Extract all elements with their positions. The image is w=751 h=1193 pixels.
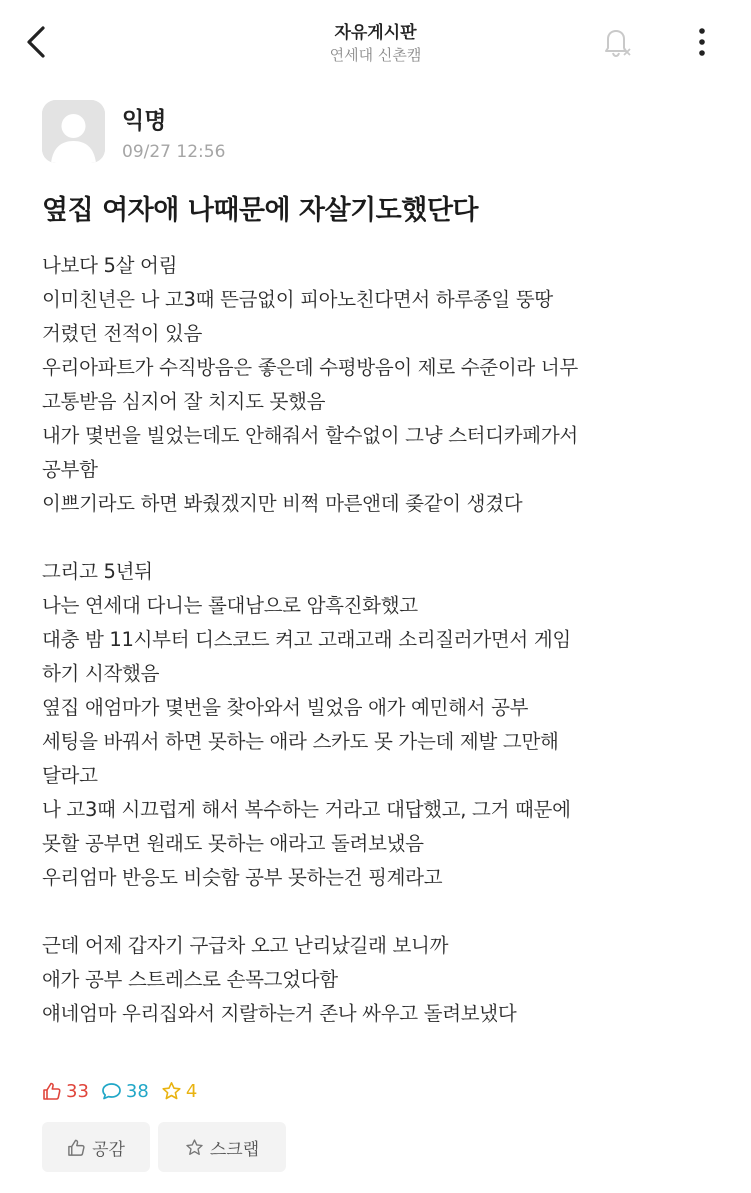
post-actions bbox=[42, 1122, 294, 1172]
post-line: 나는 연세대 다니는 롤대남으로 암흑진화했고 bbox=[42, 594, 418, 617]
scrap-button[interactable] bbox=[158, 1122, 286, 1172]
post-line: 근데 어제 갑자기 구급차 오고 난리났길래 보니까 bbox=[42, 934, 449, 957]
post-timestamp: 09/27 12:56 bbox=[122, 142, 226, 162]
post-line: 대충 밤 11시부터 디스코드 켜고 고래고래 소리질러가면서 게임 bbox=[42, 628, 571, 651]
notification-off-button[interactable] bbox=[596, 22, 636, 62]
post-title: 옆집 여자애 나때문에 자살기도했단다 bbox=[42, 195, 479, 226]
thumbs-up-icon bbox=[42, 1081, 62, 1101]
thumbs-up-icon bbox=[67, 1138, 86, 1157]
post-line: 그리고 5년뒤 bbox=[42, 560, 153, 583]
post-line: 우리엄마 반응도 비슷함 공부 못하는건 핑계라고 bbox=[42, 866, 443, 889]
post-line: 못할 공부면 원래도 못하는 애라고 돌려보냈음 bbox=[42, 832, 424, 855]
post-body bbox=[42, 249, 732, 1031]
post-line: 공부함 bbox=[42, 458, 98, 481]
post-line: 내가 몇번을 빌었는데도 안해줘서 할수없이 그냥 스터디카페가서 bbox=[42, 424, 578, 447]
post-line: 우리아파트가 수직방음은 좋은데 수평방음이 제로 수준이라 너무 bbox=[42, 356, 578, 379]
post-line: 세팅을 바꿔서 하면 못하는 애라 스카도 못 가는데 제발 그만해 bbox=[42, 730, 559, 753]
author-name: 익명 bbox=[122, 108, 167, 134]
default-profile-icon bbox=[42, 100, 105, 163]
post-line: 고통받음 심지어 잘 치지도 못했음 bbox=[42, 390, 326, 413]
bell-off-icon bbox=[598, 24, 634, 60]
post-line: 나 고3때 시끄럽게 해서 복수하는 거라고 대답했고, 그거 때문에 bbox=[42, 798, 571, 821]
post-line: 얘네엄마 우리집와서 지랄하는거 존나 싸우고 돌려보냈다 bbox=[42, 1002, 517, 1025]
scrap-count-value: 4 bbox=[185, 1080, 198, 1102]
post-line: 거렸던 전적이 있음 bbox=[42, 322, 203, 345]
board-title: 자유게시판 bbox=[334, 23, 417, 43]
post-line: 달라고 bbox=[42, 764, 98, 787]
post-line: 나보다 5살 어림 bbox=[42, 254, 178, 277]
post-line: 하기 시작했음 bbox=[42, 662, 160, 685]
post-stats bbox=[42, 1076, 209, 1106]
star-icon bbox=[185, 1138, 204, 1157]
paragraph-gap bbox=[42, 895, 732, 929]
author-info bbox=[42, 100, 702, 164]
post-line: 옆집 애엄마가 몇번을 찾아와서 빌었음 애가 예민해서 공부 bbox=[42, 696, 529, 719]
like-button[interactable] bbox=[42, 1122, 150, 1172]
more-options-button[interactable] bbox=[684, 22, 720, 62]
comment-count-value: 38 bbox=[125, 1080, 149, 1102]
comment-count bbox=[101, 1081, 149, 1102]
scrap-count bbox=[161, 1081, 197, 1102]
post-line: 이쁘기라도 하면 봐줬겠지만 비쩍 마른앤데 좆같이 생겼다 bbox=[42, 492, 523, 515]
top-bar bbox=[0, 0, 751, 82]
scrap-button-label: 스크랩 bbox=[209, 1139, 260, 1160]
comment-icon bbox=[101, 1081, 122, 1101]
like-button-label: 공감 bbox=[92, 1139, 125, 1160]
paragraph-gap bbox=[42, 521, 732, 555]
post-line: 애가 공부 스트레스로 손목그었다함 bbox=[42, 968, 338, 991]
star-icon bbox=[161, 1081, 182, 1101]
more-vertical-icon bbox=[698, 27, 706, 57]
like-count-value: 33 bbox=[66, 1080, 89, 1102]
like-count bbox=[42, 1081, 89, 1102]
post-line: 이미친년은 나 고3때 뜬금없이 피아노친다면서 하루종일 뚱땅 bbox=[42, 288, 553, 311]
avatar bbox=[42, 100, 105, 163]
board-subtitle: 연세대 신촌캠 bbox=[329, 46, 422, 64]
